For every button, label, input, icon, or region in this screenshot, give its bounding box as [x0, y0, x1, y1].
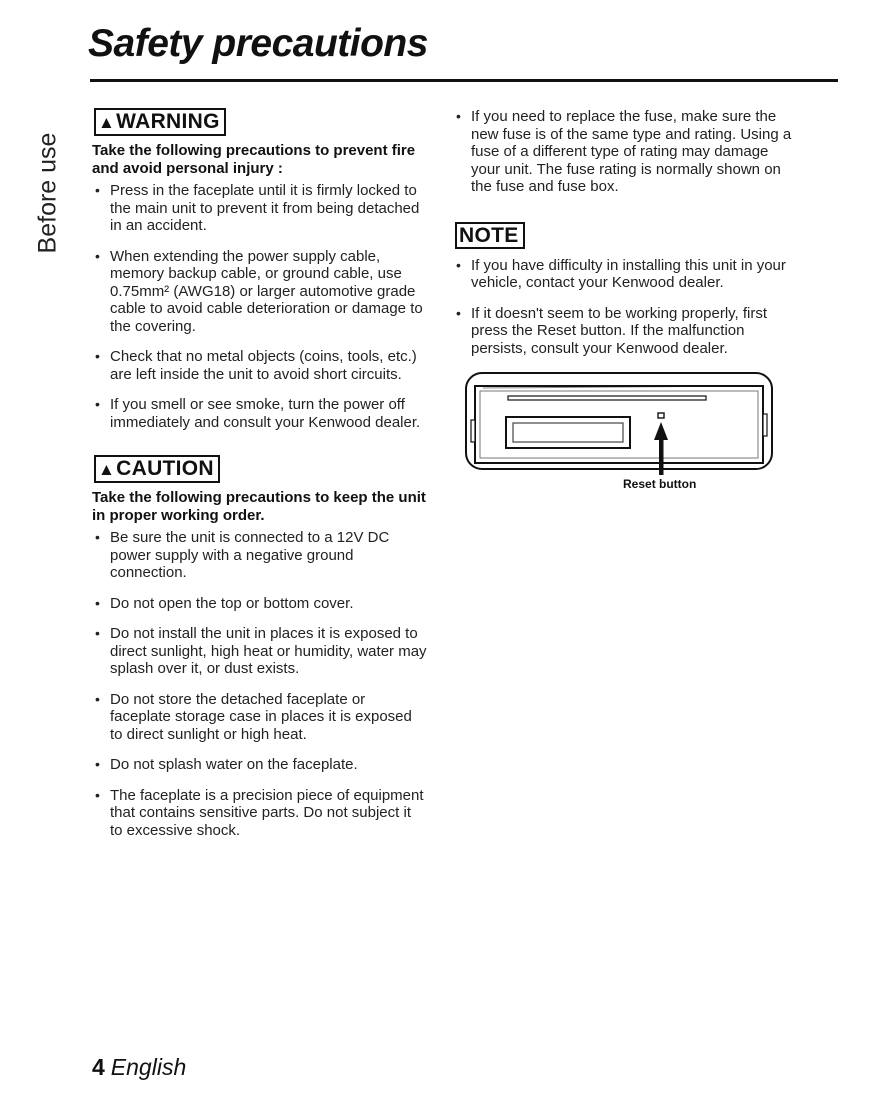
caution-label-text: CAUTION [116, 457, 214, 480]
caution-item: • Do not install the unit in places it is exposed to direct sunlight, high heat or humidity, water may splash over it, or dust exists. [92, 625, 427, 678]
note-section [453, 222, 793, 492]
warning-lead: Take the following precautions to prevent fire and avoid personal injury : [92, 142, 416, 177]
note-list [453, 257, 793, 358]
caution-label [94, 455, 220, 483]
title-rule [90, 79, 838, 82]
warning-list [92, 182, 427, 431]
warning-item: • When extending the power supply cable, memory backup cable, or ground cable, use 0.75mm² (AWG18) or larger automotive grade cable to avoid cable deterioration or damage to the covering. [92, 248, 427, 336]
caution-item: • The faceplate is a precision piece of equipment that contains sensitive parts. Do not subject it to excessive shock. [92, 787, 427, 840]
caution-item: • Be sure the unit is connected to a 12V DC power supply with a negative ground connection. [92, 529, 427, 582]
left-column [92, 108, 427, 852]
caution-item: • Do not open the top or bottom cover. [92, 595, 427, 613]
right-column [453, 108, 793, 491]
note-item: • If you have difficulty in installing this unit in your vehicle, contact your Kenwood dealer. [453, 257, 793, 292]
side-tab-label: Before use [33, 132, 62, 253]
caution-triangle-icon: ▲ [98, 460, 116, 479]
side-tab [28, 130, 68, 255]
note-item: • If it doesn't seem to be working properly, first press the Reset button. If the malfunction persists, consult your Kenwood dealer. [453, 305, 793, 358]
note-label: NOTE [455, 222, 525, 249]
footer-language: English [110, 1054, 187, 1080]
faceplate-illustration [453, 370, 783, 475]
arrow-up-icon [654, 422, 668, 440]
reset-button-icon [658, 413, 664, 418]
caution-item: • Do not store the detached faceplate or faceplate storage case in places it is exposed to direct sunlight or high heat. [92, 691, 427, 744]
page-number: 4 [92, 1054, 105, 1080]
page-footer [92, 1054, 186, 1081]
warning-item: • Check that no metal objects (coins, tools, etc.) are left inside the unit to avoid short circuits. [92, 348, 427, 383]
caution-item: • Do not splash water on the faceplate. [92, 756, 427, 774]
caution-section [92, 455, 427, 839]
warning-item: • If you smell or see smoke, turn the power off immediately and consult your Kenwood dealer. [92, 396, 427, 431]
warning-triangle-icon: ▲ [98, 113, 116, 132]
page-title: Safety precautions [88, 22, 428, 65]
warning-section [92, 108, 427, 431]
reset-button-caption: Reset button [623, 477, 697, 491]
warning-label [94, 108, 226, 136]
fuse-note-list [453, 108, 793, 196]
caution-lead: Take the following precautions to keep the unit in proper working order. [92, 489, 426, 524]
caution-list [92, 529, 427, 839]
warning-label-text: WARNING [116, 110, 220, 133]
warning-item: • Press in the faceplate until it is firmly locked to the main unit to prevent it from being detached in an accident. [92, 182, 427, 235]
fuse-note-item: • If you need to replace the fuse, make sure the new fuse is of the same type and rating. Using a fuse of a different type of rating may damage your unit. The fuse rating is normally shown on the fuse and fuse box. [453, 108, 793, 196]
reset-diagram [453, 370, 793, 491]
